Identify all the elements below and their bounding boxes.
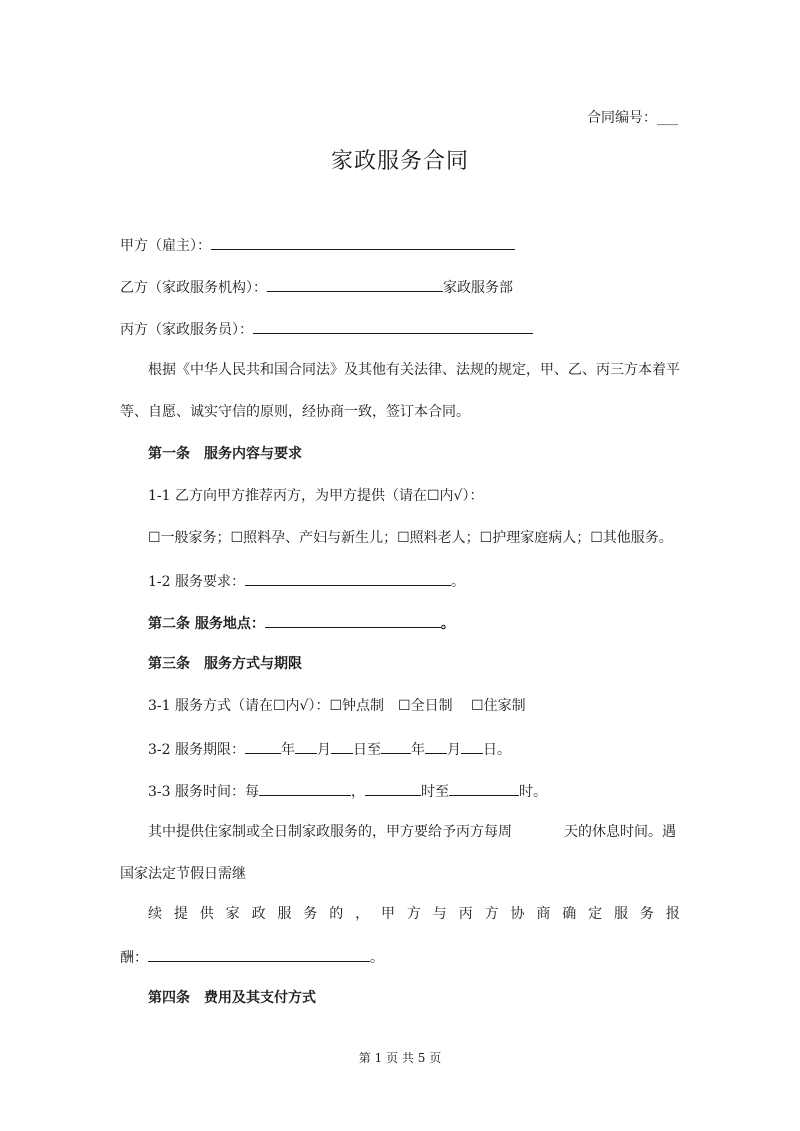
period-mark: 。: [451, 574, 465, 590]
frequency-blank: [259, 780, 351, 796]
rest-text-b: 天的休息时间。遇: [564, 824, 676, 840]
justified-char: 家: [225, 906, 240, 922]
end-year-blank: [381, 738, 411, 754]
rest-line-2: 国家法定节假日需继: [120, 866, 246, 882]
year-text: 年: [281, 742, 295, 758]
justified-char: 确: [562, 906, 577, 922]
service-time-label: 3-3 服务时间：每: [148, 784, 259, 800]
party-b-label: 乙方（家政服务机构）：: [120, 280, 267, 296]
article-1-title: 第一条 服务内容与要求: [148, 446, 302, 462]
party-a-label: 甲方（雇主）：: [120, 238, 211, 254]
justified-char: 提: [173, 906, 188, 922]
justified-char: 协: [510, 906, 525, 922]
day-end-text: 日。: [483, 742, 511, 758]
footer-text: 页: [429, 1051, 442, 1065]
page-number: 1: [374, 1051, 383, 1065]
justified-char: 务: [303, 906, 318, 922]
justified-char: 商: [536, 906, 551, 922]
intro-line-1: 根据《中华人民共和国合同法》及其他有关法律、法规的规定，甲、乙、丙三方本着平: [148, 362, 680, 378]
service-term-label: 3-2 服务期限：: [148, 742, 245, 758]
article-2: [148, 612, 455, 634]
party-c-blank: [253, 318, 533, 334]
year-text: 年: [411, 742, 425, 758]
article-1-2: [148, 570, 465, 592]
end-month-blank: [425, 738, 447, 754]
justified-char: ，: [355, 906, 370, 922]
payment-label: 酬：: [120, 950, 148, 966]
party-c-label: 丙方（家政服务员）：: [120, 322, 253, 338]
party-b-suffix: 家政服务部: [443, 280, 513, 296]
justified-char: 方: [484, 906, 499, 922]
justified-char: 政: [251, 906, 266, 922]
start-day-blank: [331, 738, 353, 754]
document-title: 家政服务合同: [330, 149, 469, 174]
justified-char: 方: [406, 906, 421, 922]
justified-char: 丙: [458, 906, 473, 922]
justified-char: 务: [639, 906, 654, 922]
continued-service-line: [148, 904, 680, 924]
month-text: 月: [447, 742, 461, 758]
article-3-3: [148, 780, 547, 802]
service-location-blank: [265, 612, 441, 628]
justified-char: 与: [432, 906, 447, 922]
justified-char: 甲: [381, 906, 396, 922]
payment-blank: [148, 946, 370, 962]
rest-line-1: [148, 822, 676, 842]
period-mark: 。: [370, 950, 384, 966]
month-text: 月: [317, 742, 331, 758]
page-footer: [0, 1050, 800, 1066]
start-hour-blank: [365, 780, 421, 796]
justified-char: 续: [148, 906, 162, 922]
article-1-1: 1-1 乙方向甲方推荐丙方，为甲方提供（请在☐内√）：: [148, 488, 484, 504]
article-3-1: 3-1 服务方式（请在☐内√）：☐钟点制 ☐全日制 ☐住家制: [148, 698, 526, 714]
justified-char: 定: [588, 906, 603, 922]
footer-text: 页 共: [386, 1051, 414, 1065]
justified-char: 的: [329, 906, 344, 922]
payment-line: [120, 946, 384, 968]
party-b-line: [120, 276, 513, 298]
total-pages: 5: [417, 1051, 426, 1065]
end-hour-blank: [449, 780, 519, 796]
start-year-blank: [245, 738, 281, 754]
article-3-2: [148, 738, 511, 760]
justified-char: 服: [614, 906, 629, 922]
comma-text: ，: [351, 784, 365, 800]
period-mark: 。: [440, 616, 455, 632]
party-a-line: [120, 234, 515, 256]
hour-end-text: 时。: [519, 784, 547, 800]
rest-text-a: 其中提供住家制或全日制家政服务的，甲方要给予丙方每周: [148, 824, 512, 840]
contract-number: 合同编号：___: [587, 110, 678, 126]
service-requirement-blank: [245, 570, 451, 586]
party-b-blank: [267, 276, 443, 292]
day-to-text: 日至: [353, 742, 381, 758]
footer-text: 第: [358, 1051, 371, 1065]
end-day-blank: [461, 738, 483, 754]
article-3-title: 第三条 服务方式与期限: [148, 656, 302, 672]
start-month-blank: [295, 738, 317, 754]
article-1-options: ☐一般家务；☐照料孕、产妇与新生儿；☐照料老人；☐护理家庭病人；☐其他服务。: [148, 530, 673, 546]
party-c-line: [120, 318, 533, 340]
party-a-blank: [211, 234, 515, 250]
service-requirement-label: 1-2 服务要求：: [148, 574, 245, 590]
justified-char: 报: [665, 906, 680, 922]
justified-char: 服: [277, 906, 292, 922]
justified-char: 供: [199, 906, 214, 922]
article-4-title: 第四条 费用及其支付方式: [148, 990, 316, 1006]
service-location-label: 第二条 服务地点：: [148, 616, 265, 632]
intro-line-2: 等、自愿、诚实守信的原则，经协商一致，签订本合同。: [120, 404, 470, 420]
hour-to-text: 时至: [421, 784, 449, 800]
